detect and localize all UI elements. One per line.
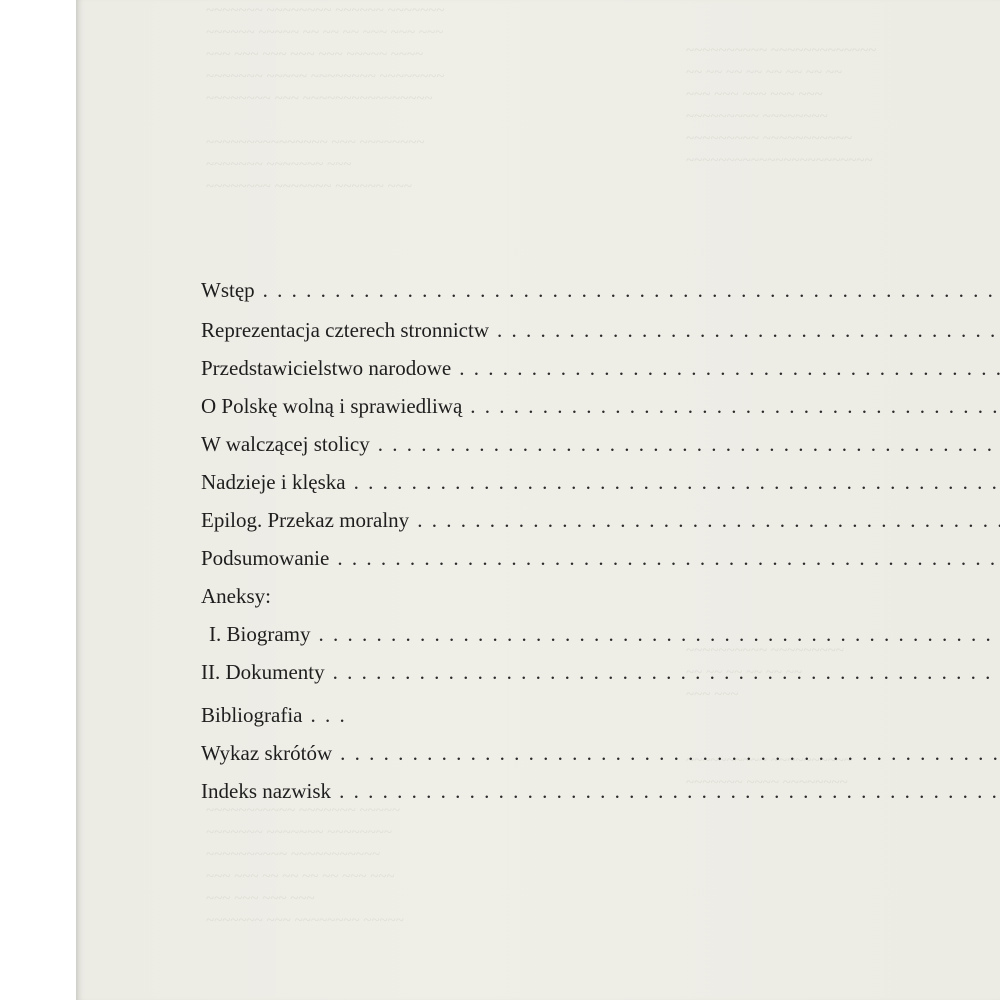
toc-entry (201, 779, 1000, 817)
dot-leader (318, 622, 1000, 647)
toc-entry-title: W walczącej stolicy (201, 432, 370, 456)
table-of-contents (201, 278, 1000, 817)
toc-entry-title: Nadzieje i klęska (201, 470, 346, 494)
toc-entry (201, 356, 1000, 394)
toc-entry-title: Przedstawicielstwo narodowe (201, 356, 452, 380)
toc-entry-title: Reprezentacja czterech stronnictw (201, 318, 490, 342)
toc-entry (201, 741, 1000, 779)
dot-leader (339, 779, 1000, 804)
toc-entry (201, 394, 1000, 432)
dot-leader (417, 508, 1000, 533)
dot-leader (337, 546, 1000, 571)
toc-entry-title: Wykaz skrótów (201, 741, 333, 765)
toc-entry (201, 278, 1000, 318)
toc-section-heading (201, 584, 1000, 622)
toc-entry (201, 622, 1000, 660)
toc-entry (201, 508, 1000, 546)
dot-leader: . . . (310, 703, 347, 727)
dot-leader (263, 278, 1000, 303)
dot-leader (459, 356, 1000, 381)
dot-leader (354, 470, 1000, 495)
bleed-through-texture: ~~~~~~~ ~~~~~~~~ ~~~~~~ ~~~~~~~ ~~~~~~ ~~~~~ ~~ ~~ ~~ ~~~ ~~~ ~~~ ~~~ ~~~ ~~~ ~~~ ~~~ ~~~~~ ~~~~ ~~~~~~~ ~~~~~ ~~~~~~~~ ~~~~~~~~ ~~~~~~~~ ~~~ ~~~~~~~~~~~~~~~~ ~~~~~~~~~~~~~~~ ~~~ ~~~~~~~~ ~~~~~~~ ~~~~~~~ ~~~ ~~~~~~~~ ~~~~~~~ ~~~~~~ ~~~ ~~~~~~~~~~ ~~~~~~~~~~~~~ ~~ ~~ ~~ ~~ ~~ ~~ ~~ ~~ ~~~ ~~~ ~~~ ~~~ ~~~ ~~~~~~~~~ ~~~~~~~~ ~~~~~~~~~ ~~~~~~~~~~~ ~~~~~~~~~~~~~~~~~~~~~~~ ~~~~~~~~~~~ ~~~~~~~ ~~~~~ ~~~~~~~ ~~~~~~~ ~~~~~~~~ ~~~~~~~~~~ ~~~~~~~~~~~ ~~~ ~~~ ~~ ~~ ~~ ~~ ~~~ ~~~ ~~~ ~~~ ~~~ ~~~ ~~~~~~~ ~~~ ~~~~~~~~ ~~~~~ ~~~~~~~~~~ ~~~~~~~~~ ~~ ~~ ~~ ~~ ~~ ~~ ~~~ ~~~ ~~~~~~~~~~ ~~~~~~~~~~ ~~~~~~~ ~~~~ ~~~~~~~~ (206, 3, 877, 929)
toc-entry-title: Epilog. Przekaz moralny (201, 508, 410, 532)
toc-entry-title: Indeks nazwisk (201, 779, 332, 803)
toc-entry (201, 318, 1000, 356)
dot-leader (333, 660, 1000, 685)
dot-leader (497, 318, 1000, 343)
toc-entry (201, 703, 1000, 741)
toc-section-title: Aneksy: (201, 584, 271, 608)
page-sheet (76, 0, 1000, 1000)
toc-entry (201, 660, 1000, 703)
toc-entry (201, 546, 1000, 584)
toc-entry-title: Wstęp (201, 278, 255, 302)
toc-entry-title: Bibliografia (201, 703, 303, 727)
dot-leader (470, 394, 1000, 419)
dot-leader (378, 432, 1000, 457)
toc-entry-title: I. Biogramy (209, 622, 311, 646)
toc-entry-title: Podsumowanie (201, 546, 330, 570)
dot-leader (340, 741, 1000, 766)
toc-entry (201, 432, 1000, 470)
toc-entry-title: O Polskę wolną i sprawiedliwą (201, 394, 463, 418)
toc-entry-title: II. Dokumenty (201, 660, 325, 684)
toc-entry (201, 470, 1000, 508)
